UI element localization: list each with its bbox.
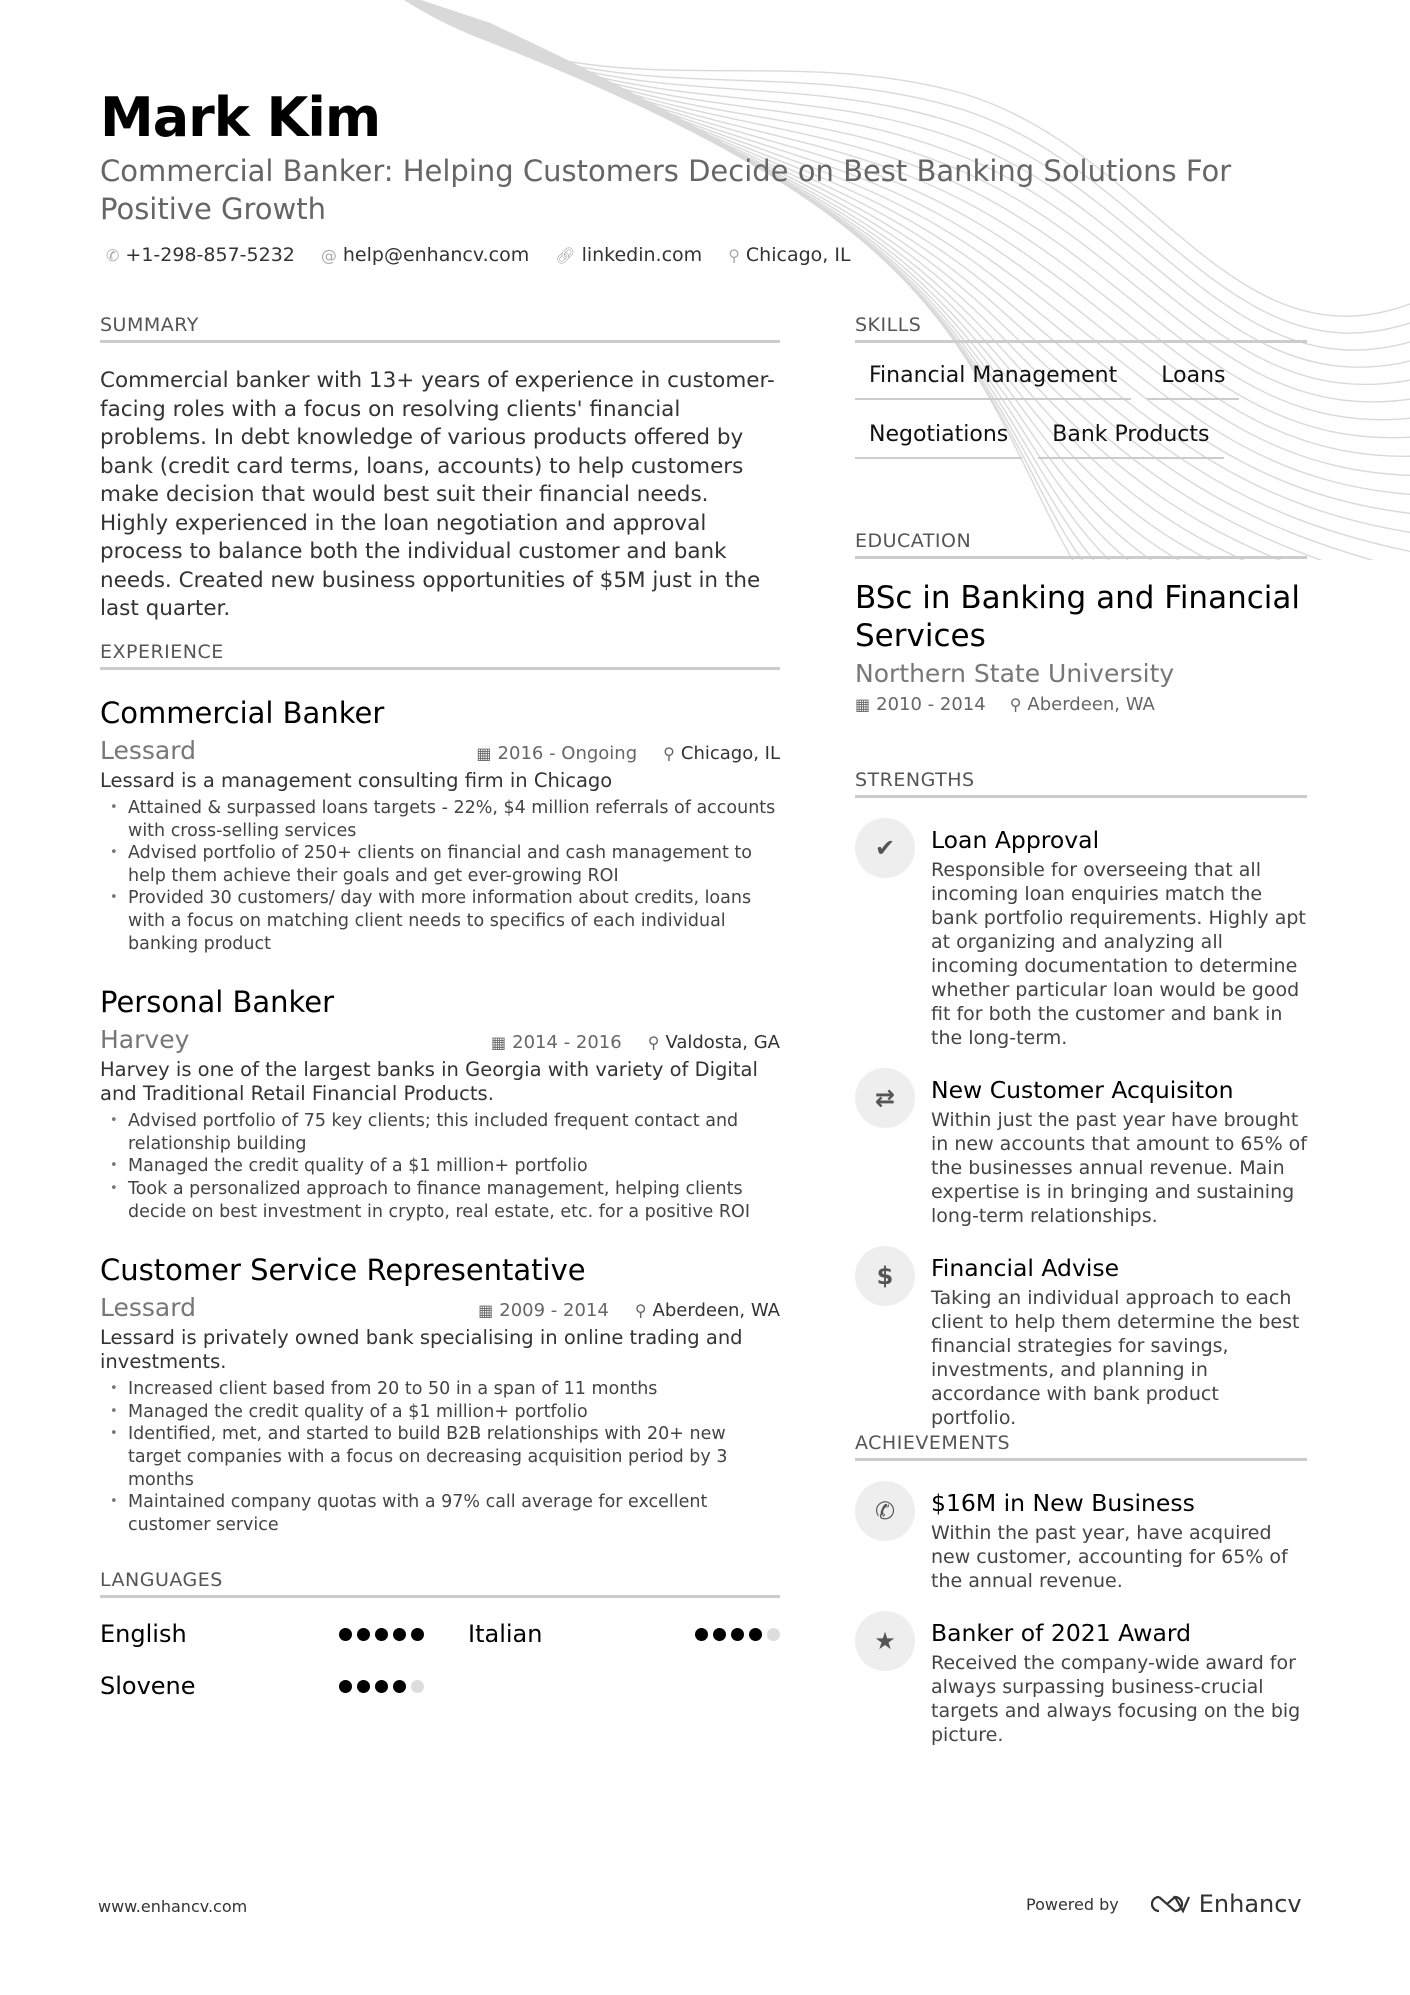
job-bullet: • Increased client based from 20 to 50 in a span of 11 months: [100, 1378, 780, 1401]
headline: Commercial Banker: Helping Customers Decide on Best Banking Solutions For Positive Growth: [100, 154, 1232, 226]
language-name: Italian: [468, 1620, 543, 1648]
job-dates: 2009 - 2014: [499, 1300, 609, 1322]
at-icon: @: [320, 246, 337, 265]
degree: BSc in Banking and Financial Services: [855, 580, 1300, 654]
job-bullet: • Attained & surpassed loans targets - 22%, $4 million referrals of accounts with cross-selling services: [100, 797, 780, 842]
calendar-icon: ▦: [491, 1033, 507, 1053]
achievements-item: [855, 1489, 1307, 1593]
job-entry: [100, 985, 780, 1223]
item-title: Banker of 2021 Award: [931, 1619, 1192, 1647]
level-dot: [339, 1628, 352, 1641]
level-dot: [393, 1680, 406, 1693]
contact-phone[interactable]: ✆ +1-298-857-5232: [106, 244, 295, 266]
level-dot: [411, 1628, 424, 1641]
company-description: Lessard is privately owned bank specialising in online trading and investments.: [100, 1326, 743, 1374]
job-entry: [100, 1253, 780, 1536]
section-heading: ACHIEVEMENTS: [855, 1432, 1307, 1461]
item-title: $16M in New Business: [931, 1489, 1195, 1517]
level-dot: [713, 1628, 726, 1641]
strengths-section: [855, 769, 1307, 1456]
level-dot: [375, 1680, 388, 1693]
level-dot: [749, 1628, 762, 1641]
calendar-icon: ▦: [855, 695, 871, 714]
level-dot: [695, 1628, 708, 1641]
item-description: Within just the past year have brought in new accounts that amount to 65% of the businesses annual revenue. Main expertise is in bringing and sustaining long-term relationships.: [931, 1109, 1307, 1227]
company-description: Harvey is one of the largest banks in Georgia with variety of Digital and Traditional Retail Financial Products.: [100, 1058, 758, 1106]
company-name: Harvey: [100, 1025, 190, 1055]
language-item: [100, 1672, 468, 1700]
language-name: English: [100, 1620, 187, 1648]
contact-bar: [106, 244, 851, 266]
contact-location: ⚲ Chicago, IL: [728, 244, 851, 266]
section-heading: EXPERIENCE: [100, 641, 780, 670]
level-dot: [393, 1628, 406, 1641]
item-title: Financial Advise: [931, 1254, 1120, 1282]
job-bullet: • Managed the credit quality of a $1 million+ portfolio: [100, 1401, 780, 1424]
job-dates: 2016 - Ongoing: [497, 743, 638, 764]
job-title: Commercial Banker: [100, 696, 385, 730]
skills-section: [855, 314, 1307, 459]
item-description: Within the past year, have acquired new customer, accounting for 65% of the annual revenue.: [931, 1522, 1288, 1592]
language-name: Slovene: [100, 1672, 196, 1700]
contact-email[interactable]: @ help@enhancv.com: [320, 244, 530, 266]
language-level: [695, 1628, 780, 1641]
skill-tag: Bank Products: [1038, 418, 1223, 459]
language-level: [339, 1680, 424, 1693]
location-icon: ⚲: [647, 1033, 660, 1053]
location-icon: ⚲: [634, 1301, 647, 1321]
job-bullet: • Managed the credit quality of a $1 million+ portfolio: [100, 1155, 780, 1178]
section-heading: EDUCATION: [855, 530, 1307, 559]
job-bullet: • Provided 30 customers/ day with more information about credits, loans with a focus on matching client needs to specifics of each individual banking product: [100, 887, 780, 955]
handshake-icon: ⇄: [855, 1068, 915, 1128]
strengths-item: [855, 1254, 1307, 1430]
item-title: New Customer Acquisiton: [931, 1076, 1234, 1104]
skill-tag: Loans: [1147, 359, 1239, 400]
section-heading: LANGUAGES: [100, 1569, 780, 1598]
calendar-icon: ▦: [476, 744, 492, 763]
level-dot: [731, 1628, 744, 1641]
achievements-section: [855, 1432, 1307, 1773]
level-dot: [339, 1680, 352, 1693]
calendar-icon: ▦: [478, 1301, 494, 1321]
dollar-icon: $: [855, 1246, 915, 1306]
education-section: [855, 530, 1307, 715]
star-icon: ★: [855, 1611, 915, 1671]
strengths-item: [855, 826, 1307, 1050]
level-dot: [411, 1680, 424, 1693]
phone-icon: ✆: [855, 1481, 915, 1541]
contact-linkedin[interactable]: 🔗︎ linkedin.com: [555, 244, 703, 266]
candidate-name: Mark Kim: [100, 86, 381, 149]
location-icon: ⚲: [663, 744, 675, 763]
location-icon: ⚲: [728, 246, 740, 265]
language-item: [468, 1620, 780, 1648]
footer-website[interactable]: www.enhancv.com: [98, 1897, 248, 1916]
item-title: Loan Approval: [931, 826, 1100, 854]
experience-section: [100, 641, 780, 1536]
company-name: Lessard: [100, 736, 196, 765]
phone-icon: ✆: [106, 246, 120, 265]
job-bullet: • Maintained company quotas with a 97% call average for excellent customer service: [100, 1491, 780, 1536]
enhancv-logo-icon: [1145, 1893, 1191, 1915]
skill-tag: Financial Management: [855, 359, 1131, 400]
achievements-item: [855, 1619, 1307, 1747]
level-dot: [357, 1680, 370, 1693]
strengths-item: [855, 1076, 1307, 1228]
job-title: Customer Service Representative: [100, 1253, 586, 1288]
languages-section: [100, 1569, 780, 1700]
section-heading: SKILLS: [855, 314, 1307, 343]
job-bullet: • Took a personalized approach to finance management, helping clients decide on best investment in crypto, real estate, etc. for a positive ROI: [100, 1178, 780, 1223]
section-heading: SUMMARY: [100, 314, 780, 343]
school: Northern State University: [855, 659, 1175, 688]
education-location: ⚲ Aberdeen, WA: [1009, 694, 1155, 715]
enhancv-logo[interactable]: Enhancv: [1145, 1890, 1302, 1918]
summary-section: [100, 314, 780, 624]
job-location: Valdosta, GA: [665, 1032, 780, 1054]
job-dates: 2014 - 2016: [512, 1032, 622, 1054]
item-description: Taking an individual approach to each client to help them determine the best financial strategies for savings, investments, and planning in accordance with bank product portfolio.: [931, 1287, 1300, 1429]
job-entry: [100, 696, 780, 955]
powered-by-label: Powered by: [1026, 1894, 1119, 1914]
link-icon: 🔗︎: [555, 246, 576, 265]
check-icon: ✔: [855, 818, 915, 878]
footer-branding: [1026, 1890, 1302, 1918]
location-icon: ⚲: [1009, 695, 1022, 714]
job-bullet: • Advised portfolio of 250+ clients on financial and cash management to help them achieve their goals and get ever-growing ROI: [100, 842, 780, 887]
company-description: Lessard is a management consulting firm in Chicago: [100, 769, 613, 792]
company-name: Lessard: [100, 1293, 196, 1323]
summary-text: Commercial banker with 13+ years of experience in customer-facing roles with a focus on resolving clients' financial problems. In debt knowledge of various products offered by bank (credit card terms, loans, accounts) to help customers make decision that would best suit their financial needs. Highly experienced in the loan negotiation and approval process to balance both the individual customer and bank needs. Created new business opportunities of $5M just in the last quarter.: [100, 368, 775, 621]
job-bullet: • Advised portfolio of 75 key clients; this included frequent contact and relationship building: [100, 1110, 780, 1155]
job-title: Personal Banker: [100, 985, 335, 1020]
language-item: [100, 1620, 468, 1648]
job-location: Aberdeen, WA: [652, 1300, 780, 1322]
item-description: Responsible for overseeing that all incoming loan enquiries match the bank portfolio requirements. Highly apt at organizing and analyzing all incoming documentation to determine whether particular loan would be good fit for both the customer and bank in the long-term.: [931, 859, 1306, 1049]
language-level: [339, 1628, 424, 1641]
level-dot: [767, 1628, 780, 1641]
education-dates: ▦ 2010 - 2014: [855, 694, 986, 715]
level-dot: [357, 1628, 370, 1641]
skill-tag: Negotiations: [855, 418, 1022, 459]
section-heading: STRENGTHS: [855, 769, 1307, 798]
item-description: Received the company-wide award for always surpassing business-crucial targets and always focusing on the big picture.: [931, 1652, 1301, 1746]
job-bullet: • Identified, met, and started to build B2B relationships with 20+ new target companies with a focus on decreasing acquisition period by 3 months: [100, 1423, 780, 1491]
job-location: Chicago, IL: [680, 743, 780, 764]
level-dot: [375, 1628, 388, 1641]
